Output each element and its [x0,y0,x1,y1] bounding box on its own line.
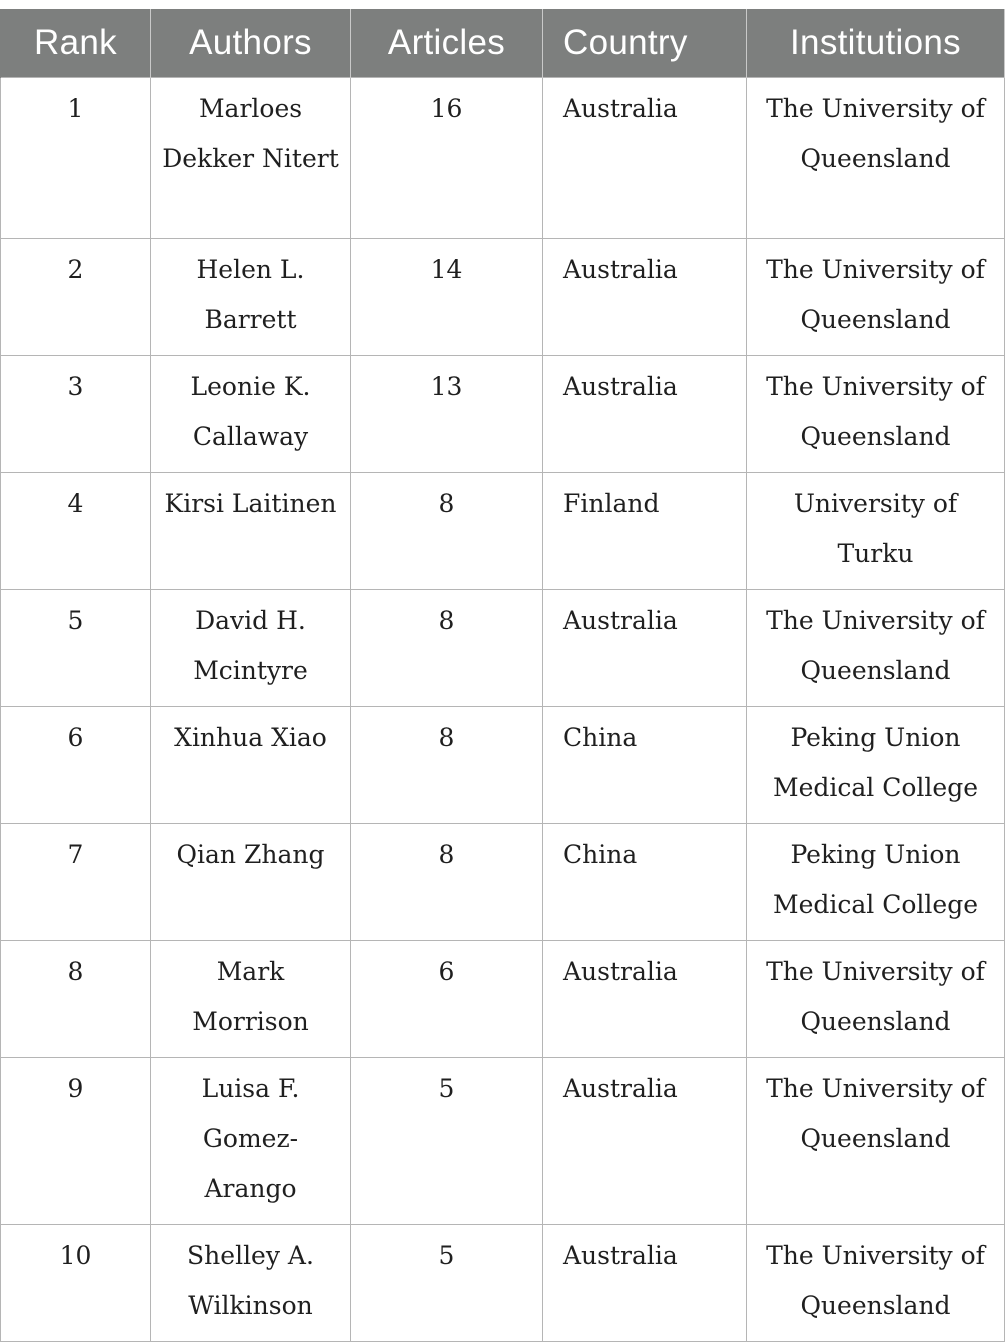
table-row [1,78,1005,239]
articles-cell: 8 [351,707,543,824]
institution-cell: The University of Queensland [747,1058,1005,1225]
institution-cell: The University of Queensland [747,78,1005,239]
table-body [1,78,1005,1342]
country-cell: Australia [543,239,747,356]
country-cell: China [543,824,747,941]
institution-cell: Peking Union Medical College [747,707,1005,824]
institution-cell: The University of Queensland [747,1225,1005,1342]
rank-cell: 4 [1,473,151,590]
country-cell: China [543,707,747,824]
institution-cell: University of Turku [747,473,1005,590]
header-articles: Articles [351,9,543,78]
articles-cell: 5 [351,1058,543,1225]
table-row [1,824,1005,941]
table-row [1,707,1005,824]
country-cell: Australia [543,1225,747,1342]
articles-cell: 6 [351,941,543,1058]
institution-cell: The University of Queensland [747,590,1005,707]
articles-cell: 8 [351,473,543,590]
table-row [1,1058,1005,1225]
institution-cell: The University of Queensland [747,941,1005,1058]
institution-cell: The University of Queensland [747,239,1005,356]
articles-cell: 13 [351,356,543,473]
articles-cell: 8 [351,590,543,707]
articles-cell: 14 [351,239,543,356]
country-cell: Australia [543,1058,747,1225]
author-cell: Kirsi Laitinen [151,473,351,590]
table-row [1,356,1005,473]
author-cell: Helen L. Barrett [151,239,351,356]
country-cell: Australia [543,356,747,473]
articles-cell: 5 [351,1225,543,1342]
rank-cell: 2 [1,239,151,356]
institution-cell: Peking Union Medical College [747,824,1005,941]
rank-cell: 10 [1,1225,151,1342]
rank-cell: 9 [1,1058,151,1225]
author-cell: Shelley A. Wilkinson [151,1225,351,1342]
table-row [1,1225,1005,1342]
author-cell: Marloes Dekker Nitert [151,78,351,239]
author-cell: Xinhua Xiao [151,707,351,824]
author-cell: Leonie K. Callaway [151,356,351,473]
rank-cell: 5 [1,590,151,707]
rank-cell: 1 [1,78,151,239]
table-row [1,941,1005,1058]
articles-cell: 8 [351,824,543,941]
country-cell: Finland [543,473,747,590]
header-institutions: Institutions [747,9,1005,78]
rank-cell: 8 [1,941,151,1058]
country-cell: Australia [543,941,747,1058]
header-country: Country [543,9,747,78]
table-row [1,473,1005,590]
rank-cell: 7 [1,824,151,941]
country-cell: Australia [543,78,747,239]
author-cell: Qian Zhang [151,824,351,941]
institution-cell: The University of Queensland [747,356,1005,473]
table-header [1,9,1005,78]
table-row [1,239,1005,356]
header-rank: Rank [1,9,151,78]
authors-table [0,9,1005,1342]
country-cell: Australia [543,590,747,707]
author-cell: Luisa F. Gomez-Arango [151,1058,351,1225]
author-cell: David H. Mcintyre [151,590,351,707]
rank-cell: 3 [1,356,151,473]
rank-cell: 6 [1,707,151,824]
header-authors: Authors [151,9,351,78]
header-row [1,9,1005,78]
table-row [1,590,1005,707]
author-cell: Mark Morrison [151,941,351,1058]
articles-cell: 16 [351,78,543,239]
